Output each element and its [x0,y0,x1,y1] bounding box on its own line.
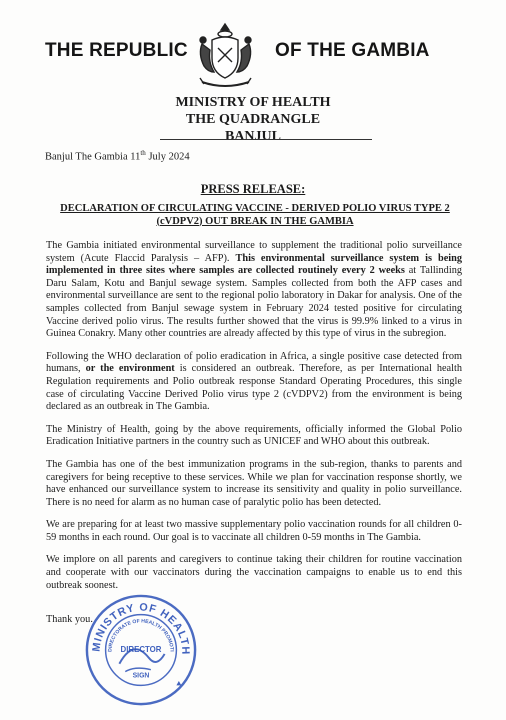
date-rest: July 2024 [145,151,190,163]
header-gambia-text: OF THE GAMBIA [275,40,430,61]
date-prefix: Banjul The Gambia 11 [45,151,141,163]
stamp-outer-text: MINISTRY OF HEALTH [90,601,192,656]
ministry-street: THE QUADRANGLE [185,112,321,127]
paragraph-text: at Tallinding Daru Salam, Kotu and Banjul sewage system. Samples collected from both the AFP cases and environmental surveillance are sent to the regional polio laboratory in Dakar for analysis. One of the samples collected from Banjul sewage system in February 2024 tested positive for circulating Vaccine derived polio virus. The results further showed that the virus is 99.9% linked to a virus in Guinea Conakry. Many other countries are already affected by this type of virus in the subregion. [46,265,462,340]
paragraph-immunization: The Gambia has one of the best immunization programs in the sub-region, thanks to parents and caregivers for being receptive to these services. While we plan for vaccination response shortly, we have enhanced our surveillance system to increase its sensitivity and quality in polio surveillance. There is no need for alarm as no human case of paralytic polio has been detected. [46,458,462,508]
gambia-coat-of-arms-icon [188,18,263,93]
paragraph-surveillance [46,240,462,341]
paragraph-bold-text: or the environment [85,363,175,375]
paragraph-text: Following the WHO declaration of polio eradication in Africa, a single positive case detected from humans, [46,350,462,375]
paragraph-text: is considered an outbreak. Therefore, as per International health Regulation requirements and Polio outbreak response Standard Operating Procedures, this single case of circulating Vaccine Derived Polio virus type 2 (cVDPV2) from the environment is being declared as an outbreak in The Gambia. [46,363,462,413]
ministry-city: BANJUL [224,129,281,144]
closing-thank-you: Thank you. [46,614,93,625]
date-ordinal: th [140,149,146,157]
ministry-name: MINISTRY OF HEALTH [175,95,331,110]
stamp-director-text: DIRECTOR [120,644,162,654]
press-release-title: PRESS RELEASE: [200,182,306,196]
stamp-inner-text: DIRECTORATE OF HEALTH PROMOTI [107,618,175,653]
stamp-sign-text: SIGN [132,672,150,680]
press-release-subject: DECLARATION OF CIRCULATING VACCINE - DERIVED POLIO VIRUS TYPE 2 (cVDPV2) OUT BREAK IN THE GAMBIA [60,203,450,227]
press-release-body [46,240,462,602]
paragraph-text: The Gambia initiated environmental surveillance to supplement the traditional polio surveillance system (Acute Flaccid Paralysis – AFP). [46,240,462,264]
ministry-stamp-icon [82,591,200,709]
paragraph-declaration [46,351,462,414]
paragraph-vaccination-rounds: We are preparing for at least two massive supplementary polio vaccination rounds for all children 0-59 months in each round. Our goal is to vaccinate all children 0-59 months in The Gambia. [46,519,462,543]
paragraph-bold-text: This environmental surveillance system is being implemented in three sites where samples are collected routinely every 2 weeks [46,252,462,277]
paragraph-partners: The Ministry of Health, going by the above requirements, officially informed the Global Polio Eradication Initiative partners in the country such as UNICEF and WHO about this outbreak. [46,423,462,448]
header-divider [160,139,372,140]
document-date [45,149,190,163]
header-republic-text: THE REPUBLIC [45,40,188,61]
ministry-address-block [0,94,506,145]
paragraph-appeal: We implore on all parents and caregivers to continue taking their children for routine vaccination and cooperate with our vaccinators during the vaccination campaigns to enable us to end this outbreak soonest. [46,554,462,591]
